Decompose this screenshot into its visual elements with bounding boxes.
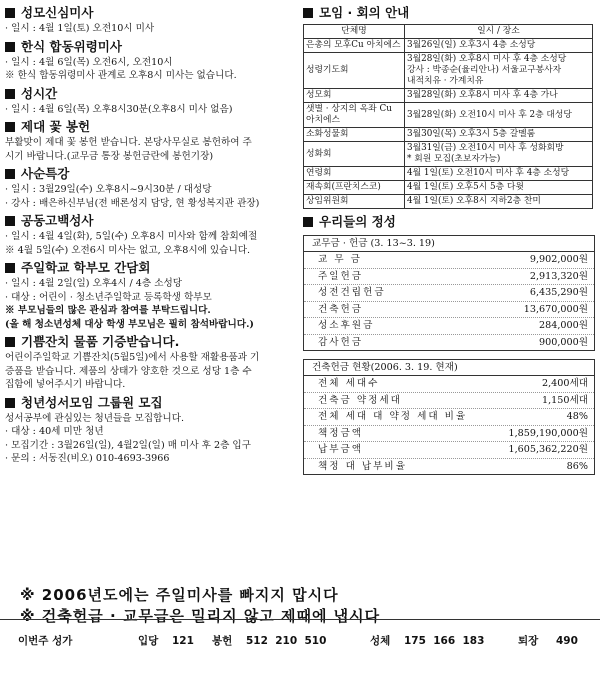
section-confession [5,212,299,257]
entry-number: 121 [172,635,194,647]
list-item [304,393,594,410]
list-item [304,285,594,302]
list-item [304,302,594,319]
section-line: 증품을 받습니다. 제품의 상태가 양호한 것으로 성당 1층 수 [5,365,252,377]
section-line: · 문의 : 서동진(비오) 010-4693-3966 [5,453,170,464]
item-value: 284,000원 [539,320,588,331]
table-row [304,103,593,128]
section-line: (올 해 청소년성체 대상 학생 부모님은 필히 참석바랍니다.) [5,318,254,330]
item-label: 건축헌금 [318,303,364,315]
square-bullet-icon [5,42,15,52]
schedule-cell: 4월 1일(토) 오후8시 지하2층 찬미 [405,195,593,209]
building-fund-box [303,359,595,475]
section-line: 성서공부에 관심있는 청년들을 모집합니다. [5,412,185,424]
hymn-footer [0,619,600,647]
group-name-cell: 소화성물회 [304,128,405,142]
column-header: 일시 / 장소 [405,25,593,39]
section-bible-group [5,394,299,466]
table-header-row [304,25,593,39]
section-title: 제대 꽃 봉헌 [5,118,299,136]
box-header: 교무금 · 헌금 (3. 13~3. 19) [304,236,594,252]
square-bullet-icon [303,8,313,18]
section-line: 집함에 넣어주시기 바랍니다. [5,379,126,390]
slogan-line: ※ 건축헌금 · 교무금은 밀리지 않고 제때에 냅시다 [20,607,381,625]
offertory-numbers: 512 210 510 [246,635,327,647]
group-name-cell: 은총의 모후Cu 아치에스 [304,39,405,53]
item-label: 책정금액 [318,427,364,439]
section-line: · 일시 : 4월 6일(목) 오전6시, 오전10시 [5,56,173,68]
list-item [304,318,594,335]
item-value: 1,150세대 [542,394,588,406]
left-column [5,4,299,468]
section-title: 공동고백성사 [5,212,299,230]
hymn-label: 이번주 성가 [18,635,73,647]
group-name-cell: 성화회 [304,142,405,167]
section-line: 시기 바랍니다.(교무금 통장 봉헌금란에 봉헌기장) [5,150,214,162]
item-value: 1,605,362,220원 [508,444,588,455]
table-row [304,128,593,142]
list-item [304,459,594,475]
group-name-cell: 상임위원회 [304,195,405,209]
table-row [304,142,593,167]
square-bullet-icon [5,337,15,347]
item-value: 900,000원 [539,336,588,348]
schedule-cell: 3월30일(목) 오후3시 5층 갈멜룸 [405,128,593,142]
table-row [304,195,593,209]
section-line: · 일시 : 4월 6일(목) 오후8시30분(오후8시 미사 없음) [5,103,233,115]
square-bullet-icon [5,122,15,132]
right-column [303,4,595,475]
section-marian-mass [5,4,299,36]
item-value: 9,902,000원 [529,254,588,265]
section-donation-request [5,333,299,392]
section-title: 성시간 [5,85,299,103]
box-header: 건축헌금 현황(2006. 3. 19. 현재) [304,360,594,376]
section-title: 한식 합동위령미사 [5,38,299,56]
section-line: · 모집기간 : 3월26일(일), 4월2일(일) 매 미사 후 2층 입구 [5,439,251,451]
section-title: 청년성서모임 그룹원 모집 [5,394,299,412]
list-item [304,269,594,286]
square-bullet-icon [5,89,15,99]
section-title: 성모신심미사 [5,4,299,22]
meetings-table [303,24,593,209]
table-row [304,89,593,103]
table-row [304,181,593,195]
meetings-table-body [304,39,593,209]
item-label: 성소후원금 [318,320,375,331]
square-bullet-icon [5,216,15,226]
item-label: 주일헌금 [318,270,364,282]
section-line: · 강사 : 배은하신부님(전 배론성지 담당, 현 황성복지관 관장) [5,197,260,209]
group-name-cell: 샛별 · 상지의 옥좌 Cu 아치에스 [304,103,405,128]
schedule-cell: 3월28일(화) 오전10시 미사 후 2층 대성당 [405,103,593,128]
schedule-cell: 4월 1일(토) 오전10시 미사 후 4층 소성당 [405,167,593,181]
section-title: 사순특강 [5,165,299,183]
item-label: 감사헌금 [318,336,364,348]
section-line: 부활맞이 제대 꽃 봉헌 받습니다. 본당사무실로 봉헌하여 주 [5,137,252,148]
section-title-offerings: 우리들의 정성 [303,213,595,231]
list-item [304,335,594,351]
section-title-meetings: 모임 · 회의 안내 [303,4,595,22]
group-name-cell: 성령기도회 [304,53,405,89]
offerings-box [303,235,595,351]
section-parent-meeting [5,259,299,331]
square-bullet-icon [5,398,15,408]
item-label: 책정 대 납부비율 [318,460,407,472]
box-rows [304,376,594,474]
section-title: 기쁨잔치 물품 기증받습니다. [5,333,299,351]
recessional-number: 490 [556,635,578,647]
section-title: 주일학교 학부모 간담회 [5,259,299,277]
section-line: ※ 부모님들의 많은 관심과 참여를 부탁드립니다. [5,305,211,316]
item-value: 48% [566,411,588,422]
section-line: ※ 한식 합동위령미사 관계로 오후8시 미사는 없습니다. [5,70,237,81]
schedule-cell: 3월31일(금) 오전10시 미사 후 성화회방 * 회원 모집(초보자가능) [405,142,593,167]
communion-label: 성체 [370,635,391,647]
item-value: 2,400세대 [542,378,588,389]
schedule-cell: 4월 1일(토) 오후5시 5층 다윗 [405,181,593,195]
group-name-cell: 연령회 [304,167,405,181]
item-value: 86% [566,460,588,472]
square-bullet-icon [5,8,15,18]
section-holy-hour [5,85,299,117]
section-line: 어린이주일학교 기쁨잔치(5월5일)에서 사용할 재활용품과 기 [5,352,260,363]
section-line: · 일시 : 4월 2일(일) 오후4시 / 4층 소성당 [5,278,183,289]
item-label: 교 무 금 [318,254,362,265]
schedule-cell: 3월26일(일) 오후3시 4층 소성당 [405,39,593,53]
square-bullet-icon [5,263,15,273]
square-bullet-icon [303,217,313,227]
list-item [304,376,594,393]
item-label: 건축금 약정세대 [318,394,402,406]
square-bullet-icon [5,169,15,179]
schedule-cell: 3월28일(화) 오후8시 미사 후 4층 가나 [405,89,593,103]
table-row [304,39,593,53]
section-line: · 일시 : 4월 4일(화), 5일(수) 오후8시 미사와 함께 참회예절 [5,231,258,242]
list-item [304,409,594,426]
schedule-cell: 3월28일(화) 오후8시 미사 후 4층 소성당 강사 : 박종순(율리안나) 서울교구봉사자 내적치유 · 가계치유 [405,53,593,89]
list-item [304,442,594,459]
section-line: · 일시 : 4월 1일(토) 오전10시 미사 [5,23,155,34]
section-lenten-lecture [5,165,299,210]
item-label: 전체 세대수 [318,378,380,389]
section-line: · 대상 : 40세 미만 청년 [5,426,104,437]
recessional-label: 퇴장 [518,635,539,647]
table-row [304,53,593,89]
section-memorial-mass [5,38,299,83]
item-value: 6,435,290원 [529,287,588,298]
list-item [304,252,594,269]
item-value: 1,859,190,000원 [508,427,588,439]
group-name-cell: 재속회(프란치스코) [304,181,405,195]
table-row [304,167,593,181]
box-rows [304,252,594,350]
section-altar-flowers [5,118,299,163]
item-label: 성전건립헌금 [318,287,386,298]
offertory-label: 봉헌 [212,635,233,647]
section-line: · 대상 : 어린이 · 청소년주일학교 등록학생 학부모 [5,291,212,303]
item-label: 전체 세대 대 약정 세대 비율 [318,411,468,422]
entry-label: 입당 [138,635,159,647]
item-value: 2,913,320원 [529,270,588,282]
column-header: 단체명 [304,25,405,39]
item-label: 납부금액 [318,444,364,455]
section-line: · 일시 : 3월29일(수) 오후8시~9시30분 / 대성당 [5,184,212,195]
group-name-cell: 성모회 [304,89,405,103]
item-value: 13,670,000원 [523,303,588,315]
communion-numbers: 175 166 183 [404,635,485,647]
list-item [304,426,594,443]
slogan-line: ※ 2006년도에는 주일미사를 빠지지 맙시다 [20,586,339,604]
section-line: ※ 4월 5일(수) 오전6시 미사는 없고, 오후8시에 있습니다. [5,244,251,256]
